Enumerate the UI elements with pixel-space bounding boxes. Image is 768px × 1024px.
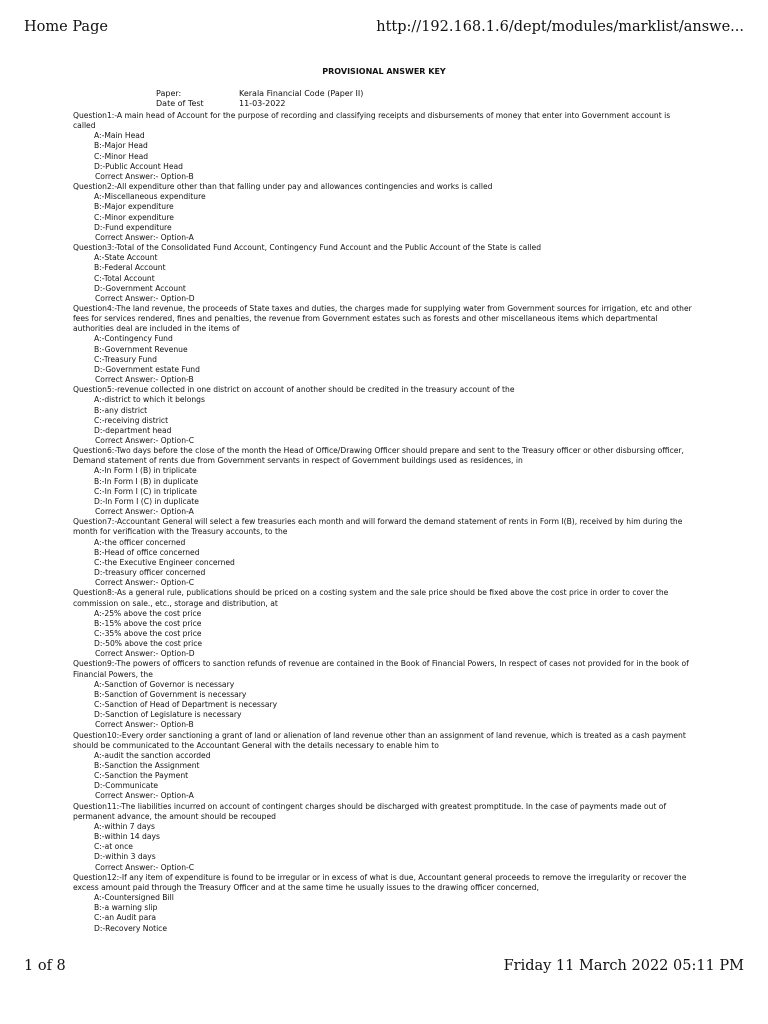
question-block — [73, 517, 695, 588]
answer-option: B:-Major Head — [94, 141, 148, 151]
correct-answer: Correct Answer:- Option-B — [95, 171, 194, 181]
question-block — [73, 111, 695, 182]
answer-option: D:-50% above the cost price — [94, 639, 203, 649]
question-block — [73, 182, 695, 243]
question-block — [73, 873, 695, 934]
answer-option: B:-Federal Account — [94, 263, 166, 273]
browser-header-url: http://192.168.1.6/dept/modules/marklist/answe... — [376, 19, 744, 35]
answer-option: A:-Contingency Fund — [94, 334, 173, 344]
answer-option: A:-In Form I (B) in triplicate — [94, 466, 197, 476]
answer-option: D:-treasury officer concerned — [94, 568, 206, 578]
paper-row — [156, 89, 363, 99]
answer-option: C:-the Executive Engineer concerned — [94, 557, 235, 567]
question-text: Question7:-Accountant General will select a few treasuries each month and will forward the demand statement of rents in Form I(B), received by him during the month for verification with the Treasury accounts, to the — [73, 517, 683, 537]
question-block — [73, 304, 695, 385]
document-title: PROVISIONAL ANSWER KEY — [322, 67, 446, 76]
question-text: Question6:-Two days before the close of the month the Head of Office/Drawing Officer should prepare and sent to the Treasury officer or other disbursing officer, Demand statement of rents due from Government servants in respect of Government buildings used as residences, in — [73, 446, 684, 466]
answer-option: B:-within 14 days — [94, 832, 160, 842]
answer-option: C:-Minor expenditure — [94, 212, 174, 222]
question-block — [73, 243, 695, 304]
answer-option: A:-Main Head — [94, 131, 145, 141]
answer-option: B:-Government Revenue — [94, 344, 188, 354]
answer-option: B:-Head of office concerned — [94, 547, 200, 557]
question-text: Question5:-revenue collected in one district on account of another should be credited in the treasury account of the — [73, 385, 515, 395]
question-block — [73, 385, 695, 446]
answer-option: D:-Government estate Fund — [94, 364, 200, 374]
answer-option: D:-Fund expenditure — [94, 222, 172, 232]
question-block — [73, 588, 695, 659]
question-text: Question4:-The land revenue, the proceeds of State taxes and duties, the charges made for supplying water from Government sources for irrigation, etc and other fees for services rendered, fines and penalties, the revenue from Government estates such as forests and other miscellaneous items which departmental authorities deal are included in the items of — [73, 303, 692, 334]
page-counter: 1 of 8 — [24, 958, 66, 974]
answer-option: A:-State Account — [94, 253, 158, 263]
correct-answer: Correct Answer:- Option-C — [95, 862, 195, 872]
browser-header-title: Home Page — [24, 19, 108, 35]
answer-option: C:-Sanction the Payment — [94, 771, 189, 781]
correct-answer: Correct Answer:- Option-D — [95, 293, 195, 303]
answer-option: B:-any district — [94, 405, 148, 415]
answer-option: B:-Sanction of Government is necessary — [94, 689, 247, 699]
answer-option: A:-district to which it belongs — [94, 395, 205, 405]
answer-option: A:-Miscellaneous expenditure — [94, 192, 206, 202]
paper-label: Paper: — [156, 89, 182, 98]
question-text: Question12:-If any item of expenditure is found to be irregular or in excess of what is due, Accountant general proceeds to remove the irregularity or recover the excess amount paid through the Treasury Officer and at the same time he usually issues to the drawing officer concerned, — [73, 872, 687, 892]
answer-option: D:-Public Account Head — [94, 161, 183, 171]
answer-option: A:-Countersigned Bill — [94, 893, 174, 903]
answer-option: D:-Communicate — [94, 781, 159, 791]
answer-option: C:-Treasury Fund — [94, 354, 157, 364]
question-text: Question11:-The liabilities incurred on account of contingent charges should be discharged with greatest promptitude. In the case of payments made out of permanent advance, the amount should be recouped — [73, 801, 667, 821]
answer-option: C:-an Audit para — [94, 913, 157, 923]
question-text: Question9:-The powers of officers to sanction refunds of revenue are contained in the Book of Financial Powers, In respect of cases not provided for in the book of Financial Powers, the — [73, 659, 689, 679]
answer-option: A:-within 7 days — [94, 821, 155, 831]
question-text: Question2:-All expenditure other than that falling under pay and allowances contingencies and works is called — [73, 182, 493, 192]
answer-option: D:-department head — [94, 425, 172, 435]
question-block — [73, 446, 695, 517]
correct-answer: Correct Answer:- Option-C — [95, 436, 195, 445]
correct-answer: Correct Answer:- Option-D — [95, 649, 195, 659]
correct-answer: Correct Answer:- Option-B — [95, 720, 194, 730]
correct-answer: Correct Answer:- Option-A — [95, 507, 194, 517]
answer-option: B:-15% above the cost price — [94, 618, 202, 628]
answer-option: B:-Major expenditure — [94, 202, 174, 212]
answer-option: D:-within 3 days — [94, 852, 156, 862]
correct-answer: Correct Answer:- Option-A — [95, 791, 194, 801]
answer-option: D:-In Form I (C) in duplicate — [94, 496, 199, 506]
correct-answer: Correct Answer:- Option-C — [95, 578, 195, 588]
answer-option: C:-Minor Head — [94, 151, 149, 161]
question-text: Question8:-As a general rule, publications should be priced on a costing system and the sale price should be fixed above the cost price in order to cover the commission on sale., etc., storage and distribution, at — [73, 588, 669, 608]
print-timestamp: Friday 11 March 2022 05:11 PM — [503, 958, 744, 974]
answer-option: A:-25% above the cost price — [94, 608, 202, 618]
answer-option: B:-In Form I (B) in duplicate — [94, 476, 199, 486]
date-label: Date of Test — [156, 99, 204, 108]
paper-value: Kerala Financial Code (Paper II) — [239, 89, 364, 98]
date-row — [156, 99, 286, 109]
answer-option: B:-Sanction the Assignment — [94, 761, 200, 770]
answer-option: D:-Government Account — [94, 283, 186, 293]
answer-option: C:-In Form I (C) in triplicate — [94, 486, 197, 496]
answer-option: D:-Sanction of Legislature is necessary — [94, 710, 242, 720]
question-list — [73, 111, 695, 934]
question-block — [73, 659, 695, 730]
answer-option: B:-a warning slip — [94, 903, 158, 913]
answer-option: A:-the officer concerned — [94, 537, 186, 547]
correct-answer: Correct Answer:- Option-B — [95, 375, 194, 385]
answer-option: C:-35% above the cost price — [94, 628, 202, 638]
question-text: Question3:-Total of the Consolidated Fund Account, Contingency Fund Account and the Public Account of the State is called — [73, 243, 542, 253]
answer-option: A:-audit the sanction accorded — [94, 750, 211, 760]
answer-option: D:-Recovery Notice — [94, 923, 168, 933]
question-text: Question10:-Every order sanctioning a grant of land or alienation of land revenue other than an assignment of land revenue, which is treated as a cash payment should be communicated to the Accountant General with the details necessary to enable him to — [73, 730, 686, 750]
answer-option: C:-Sanction of Head of Department is necessary — [94, 700, 278, 710]
question-block — [73, 731, 695, 802]
question-block — [73, 802, 695, 873]
answer-option: C:-at once — [94, 842, 133, 852]
answer-option: C:-Total Account — [94, 273, 155, 283]
question-text: Question1:-A main head of Account for the purpose of recording and classifying receipts and disbursements of money that enter into Government account is called — [73, 111, 671, 131]
correct-answer: Correct Answer:- Option-A — [95, 232, 194, 242]
date-value: 11-03-2022 — [239, 99, 286, 108]
answer-option: A:-Sanction of Governor is necessary — [94, 679, 235, 689]
answer-option: C:-receiving district — [94, 415, 169, 425]
